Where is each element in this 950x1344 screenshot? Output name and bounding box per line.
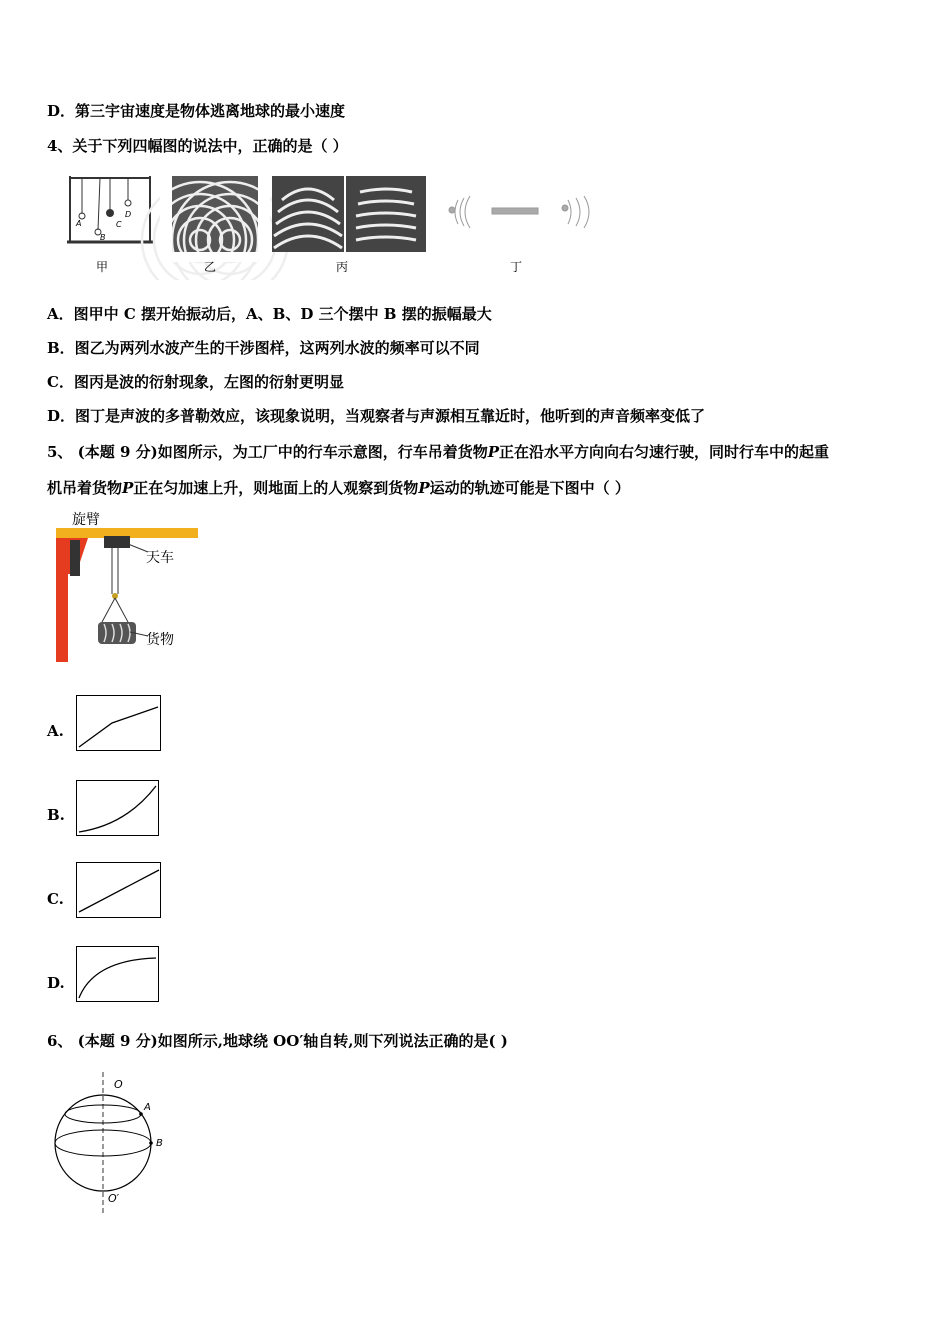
choice-d-label: D. xyxy=(47,974,65,992)
q6-stem: 6、 (本题 9 分)如图所示,地球绕 OO′轴自转,则下列说法正确的是( ) xyxy=(47,1032,508,1050)
q4-option-d: D．图丁是声波的多普勒效应，该现象说明，当观察者与声源相互靠近时，他听到的声音频率变低了 xyxy=(47,407,706,425)
figure-ding-doppler xyxy=(449,196,589,228)
caption-jia: 甲 xyxy=(96,260,109,274)
q4-option-b: B．图乙为两列水波产生的干涉图样，这两列水波的频率可以不同 xyxy=(47,339,480,357)
pendulum-label-a: A xyxy=(76,219,82,228)
choice-b-label: B. xyxy=(47,806,65,824)
choice-a-label: A. xyxy=(47,722,64,740)
crane-figure xyxy=(48,510,208,665)
globe-figure xyxy=(48,1072,178,1218)
globe-label-o: O xyxy=(114,1078,123,1091)
choice-d-graph xyxy=(76,946,160,1003)
caption-ding: 丁 xyxy=(510,260,523,274)
caption-bing: 丙 xyxy=(336,260,349,274)
q4-stem: 4、关于下列四幅图的说法中，正确的是（ ） xyxy=(47,137,348,155)
label-crane: 天车 xyxy=(146,550,174,566)
figure-jia-pendulums xyxy=(67,176,153,242)
choice-c-graph xyxy=(76,862,162,919)
caption-yi: 乙 xyxy=(204,260,217,274)
q5-stem-line1: 5、 (本题 9 分)如图所示，为工厂中的行车示意图，行车吊着货物P正在沿水平方向向右匀速行驶，同时行车中的起重 xyxy=(47,443,830,461)
q5-stem-line2: 机吊着货物P正在匀加速上升，则地面上的人观察到货物P运动的轨迹可能是下图中（ ） xyxy=(47,479,630,497)
q3-option-d: D．第三宇宙速度是物体逃离地球的最小速度 xyxy=(47,102,346,120)
pendulum-label-c: C xyxy=(116,220,122,229)
choice-a-graph xyxy=(76,695,162,752)
globe-label-a: A xyxy=(144,1102,151,1113)
globe-label-o-prime: O′ xyxy=(108,1192,120,1205)
pendulum-label-b: B xyxy=(100,233,106,242)
pendulum-label-d: D xyxy=(125,210,132,219)
choice-c-label: C. xyxy=(47,890,64,908)
label-arm: 旋臂 xyxy=(72,512,100,528)
figure-bing-diffraction xyxy=(272,176,426,252)
choice-b-graph xyxy=(76,780,160,837)
q4-option-a: A．图甲中 C 摆开始振动后，A、B、D 三个摆中 B 摆的振幅最大 xyxy=(47,305,492,323)
globe-label-b: B xyxy=(156,1138,163,1149)
q4-option-c: C．图丙是波的衍射现象，左图的衍射更明显 xyxy=(47,373,344,391)
label-cargo: 货物 xyxy=(146,632,174,648)
